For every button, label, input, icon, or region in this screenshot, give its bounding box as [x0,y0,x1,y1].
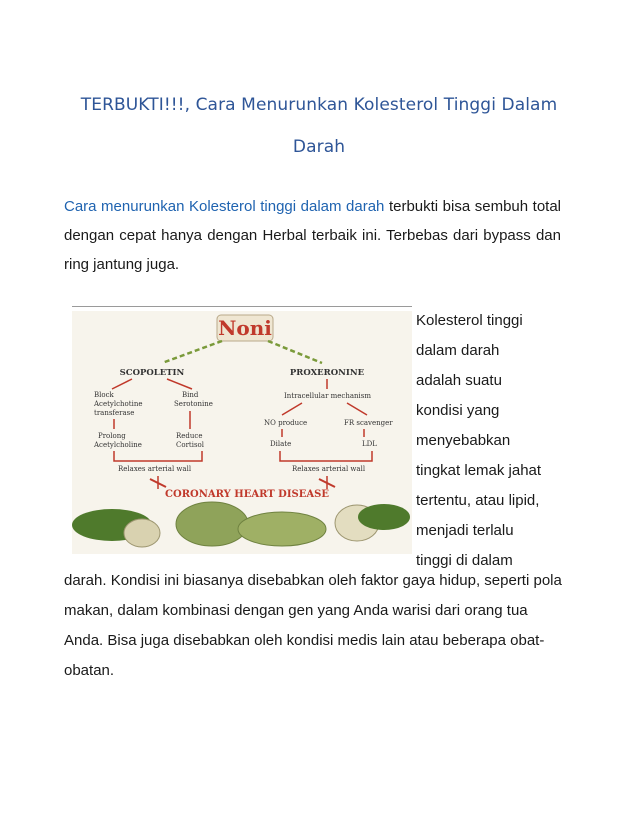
side-line: tertentu, atau lipid, [416,492,540,509]
side-line: dalam darah [416,342,500,359]
label-block: Block [94,391,114,399]
side-line: adalah suatu [416,372,502,389]
side-line: tinggi di dalam [416,552,513,569]
label-fr-scavenger: FR scavenger [344,419,393,427]
label-transferase: transferase [94,409,135,417]
intro-paragraph [64,192,561,279]
label-intracellular: Intracellular mechanism [284,392,371,400]
continuation-paragraph: darah. Kondisi ini biasanya disebabkan oleh faktor gaya hidup, seperti pola makan, dalam kombinasi dengan gen yang Anda warisi dari orang tua Anda. Bisa juga disebabkan oleh kondisi medis lain atau beberapa obat-obatan. [64,572,562,679]
label-reduce: Reduce [176,432,203,440]
right-heading: PROXERONINE [289,368,365,378]
label-acetyl-1: Acetylchotine [94,400,143,408]
diagram-root: Noni [218,316,272,340]
label-relax-right: Relaxes arterial wall [292,465,366,473]
label-bind: Bind [182,391,199,399]
title-line-2: Darah [292,137,346,157]
side-line: menyebabkan [416,432,511,449]
label-serotonine: Serotonine [174,400,213,408]
figure-top-rule [72,306,412,307]
label-relax-left: Relaxes arterial wall [118,465,192,473]
label-no-produce: NO produce [264,419,308,427]
intro-link[interactable]: Cara menurunkan Kolesterol tinggi dalam darah [64,198,385,215]
side-line: Kolesterol tinggi [416,312,523,329]
noni-fruit-2 [238,512,326,546]
title-line-1: TERBUKTI!!!, Cara Menurunkan Kolesterol Tinggi Dalam [80,95,558,115]
left-heading: SCOPOLETIN [119,368,185,378]
side-paragraph [416,306,576,576]
label-prolong: Prolong [98,432,126,440]
noni-diagram [72,311,412,554]
label-ldl: LDL [362,440,377,448]
label-acetyl-2: Acetylcholine [94,441,142,449]
chd-label: CORONARY HEART DISEASE [165,489,329,500]
label-dilate: Dilate [270,440,292,448]
noni-diagram-image [72,311,412,554]
leaf-right [358,504,410,530]
side-line: kondisi yang [416,402,500,419]
intro-text: terbukti bisa sembuh total dengan cepat hanya dengan Herbal terbaik ini. Terbebas dari bypass dan ring jantung juga. [64,198,562,273]
side-line: menjadi terlalu [416,522,514,539]
side-line: tingkat lemak jahat [416,462,542,479]
label-cortisol: Cortisol [176,441,205,449]
noni-fruit-1 [176,502,248,546]
noni-slice-left [124,519,160,547]
document-title [62,84,576,168]
